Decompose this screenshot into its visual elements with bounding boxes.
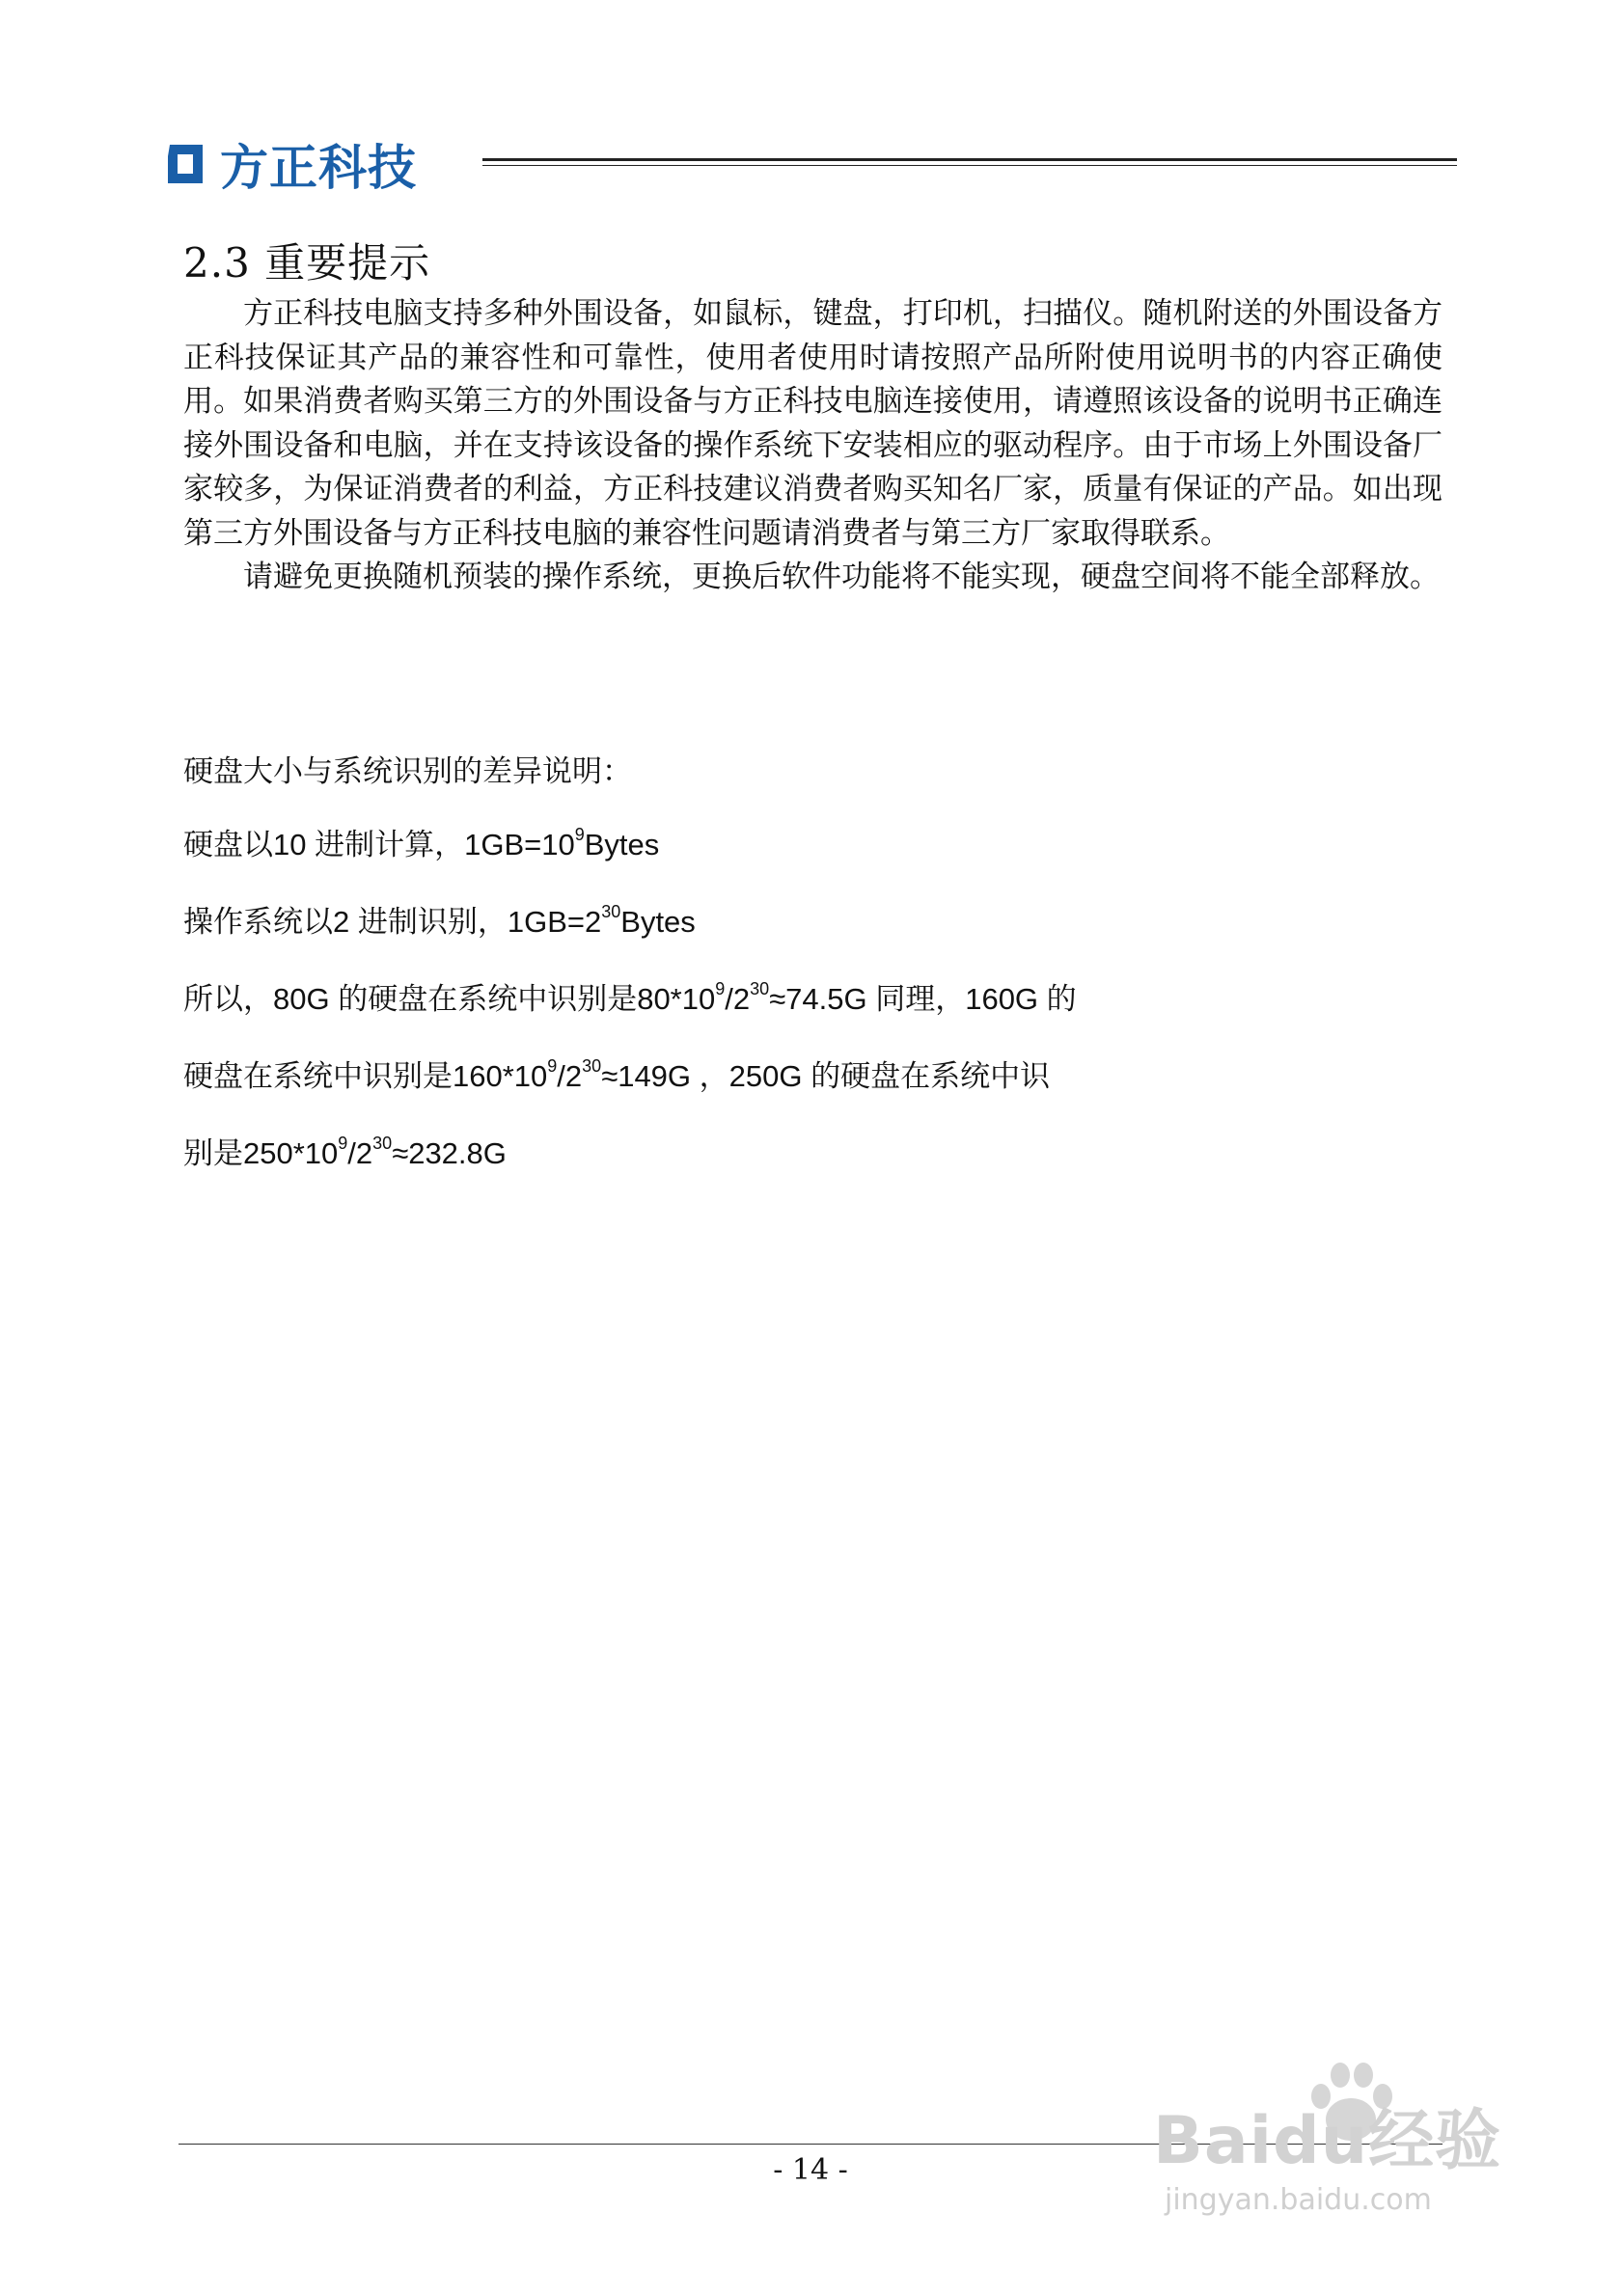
calc-exponent: 30 xyxy=(750,978,770,998)
calc-exponent: 9 xyxy=(574,824,585,844)
calc-text: 别是250*10 xyxy=(183,1136,339,1170)
calc-text: Bytes xyxy=(584,828,660,861)
calc-exponent: 9 xyxy=(715,978,726,998)
calc-exponent: 9 xyxy=(547,1055,558,1076)
calc-exponent: 9 xyxy=(338,1133,348,1153)
section-title: 2.3 重要提示 xyxy=(183,239,431,287)
paragraph-peripherals: 方正科技电脑支持多种外围设备，如鼠标，键盘，打印机，扫描仪。随机附送的外围设备方正科技保证其产品的兼容性和可靠性，使用者使用时请按照产品所附使用说明书的内容正确使用。如果消费者购买第三方的外围设备与方正科技电脑连接使用，请遵照该设备的说明书正确连接外围设备和电脑，并在支持该设备的操作系统下安装相应的驱动程序。由于市场上外围设备厂家较多，为保证消费者的利益，方正科技建议消费者购买知名厂家，质量有保证的产品。如出现第三方外围设备与方正科技电脑的兼容性问题请消费者与第三方厂家取得联系。 xyxy=(183,296,1442,551)
calc-exponent: 30 xyxy=(582,1055,602,1076)
calc-text: /2 xyxy=(557,1059,583,1093)
calc-line-binary xyxy=(183,897,1438,941)
calc-heading: 硬盘大小与系统识别的差异说明： xyxy=(183,754,632,788)
calc-text: 所以，80G 的硬盘在系统中识别是80*10 xyxy=(183,982,716,1016)
baidu-watermark xyxy=(1153,2060,1539,2253)
calc-text: ≈232.8G xyxy=(392,1136,507,1170)
header-rule-thin xyxy=(482,165,1457,166)
founder-logo xyxy=(164,125,417,203)
calc-exponent: 30 xyxy=(601,901,621,921)
page-number: - 14 - xyxy=(773,2153,848,2187)
calc-text: ≈74.5G 同理，160G 的 xyxy=(769,982,1077,1016)
header-rule xyxy=(482,158,1457,161)
calc-line-250g xyxy=(183,1129,1438,1172)
calc-text: 硬盘以10 进制计算，1GB=10 xyxy=(183,828,575,861)
body-text xyxy=(183,292,1442,600)
calc-line-80g xyxy=(183,974,1438,1018)
calc-text: ≈149G ，250G 的硬盘在系统中识 xyxy=(601,1059,1051,1093)
logo-text: 方正科技 xyxy=(220,140,417,196)
calc-exponent: 30 xyxy=(372,1133,393,1153)
watermark-url: jingyan.baidu.com xyxy=(1165,2183,1432,2217)
page-header xyxy=(164,125,1457,203)
founder-logo-icon xyxy=(164,141,206,187)
calc-text: /2 xyxy=(347,1136,373,1170)
calc-text: /2 xyxy=(725,982,751,1016)
calc-text: 硬盘在系统中识别是160*10 xyxy=(183,1059,548,1093)
calc-line-decimal xyxy=(183,820,1438,863)
paragraph-os: 请避免更换随机预装的操作系统，更换后软件功能将不能实现，硬盘空间将不能全部释放。 xyxy=(243,560,1440,594)
watermark-text: Baidu经验 xyxy=(1153,2103,1502,2179)
calc-line-160g xyxy=(183,1052,1438,1095)
calc-text: Bytes xyxy=(620,905,696,939)
calc-text: 操作系统以2 进制识别，1GB=2 xyxy=(183,905,602,939)
